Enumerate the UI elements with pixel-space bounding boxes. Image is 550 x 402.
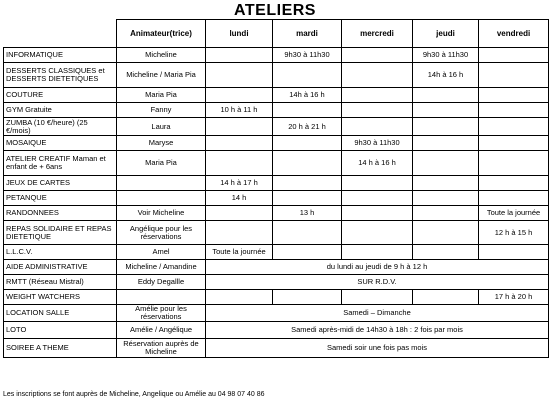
activity-cell: AIDE ADMINISTRATIVE: [4, 260, 117, 275]
vendredi-cell: 12 h à 15 h: [479, 221, 549, 245]
lundi-cell: 14 h à 17 h: [206, 176, 273, 191]
jeudi-cell: [413, 245, 479, 260]
table-row: [4, 88, 549, 103]
jeudi-cell: 14h à 16 h: [413, 63, 479, 88]
animator-cell: Micheline / Amandine: [117, 260, 206, 275]
lundi-cell: [206, 206, 273, 221]
mercredi-cell: [342, 221, 413, 245]
lundi-cell: [206, 48, 273, 63]
footer-note: Les inscriptions se font auprès de Micheline, Angelique ou Amélie au 04 98 07 40 86: [3, 391, 265, 398]
animator-cell: Maria Pia: [117, 88, 206, 103]
animator-cell: Fanny: [117, 103, 206, 118]
mardi-cell: [273, 136, 342, 151]
mardi-cell: [273, 221, 342, 245]
mercredi-cell: [342, 176, 413, 191]
merged-schedule-cell: Samedi après-midi de 14h30 à 18h : 2 fois par mois: [206, 322, 549, 339]
animator-cell: Amélie pour les réservations: [117, 305, 206, 322]
table-row: [4, 206, 549, 221]
jeudi-cell: [413, 191, 479, 206]
mercredi-cell: [342, 63, 413, 88]
mardi-cell: [273, 103, 342, 118]
mardi-cell: [273, 176, 342, 191]
table-row: [4, 63, 549, 88]
activity-cell: WEIGHT WATCHERS: [4, 290, 117, 305]
mercredi-cell: [342, 290, 413, 305]
header-mardi: mardi: [273, 20, 342, 48]
activity-cell: ATELIER CREATIF Maman et enfant de + 6ans: [4, 151, 117, 176]
jeudi-cell: [413, 176, 479, 191]
table-row: [4, 103, 549, 118]
animator-cell: Voir Micheline: [117, 206, 206, 221]
mardi-cell: [273, 63, 342, 88]
animator-cell: Réservation auprès de Micheline: [117, 339, 206, 358]
table-row: [4, 136, 549, 151]
merged-schedule-cell: SUR R.D.V.: [206, 275, 549, 290]
vendredi-cell: [479, 245, 549, 260]
animator-cell: Amélie / Angélique: [117, 322, 206, 339]
mardi-cell: 9h30 à 11h30: [273, 48, 342, 63]
table-row: [4, 322, 549, 339]
activity-cell: COUTURE: [4, 88, 117, 103]
mercredi-cell: 14 h à 16 h: [342, 151, 413, 176]
animator-cell: Micheline / Maria Pia: [117, 63, 206, 88]
activity-cell: JEUX DE CARTES: [4, 176, 117, 191]
jeudi-cell: 9h30 à 11h30: [413, 48, 479, 63]
lundi-cell: 14 h: [206, 191, 273, 206]
lundi-cell: [206, 290, 273, 305]
jeudi-cell: [413, 151, 479, 176]
mercredi-cell: 9h30 à 11h30: [342, 136, 413, 151]
mercredi-cell: [342, 206, 413, 221]
vendredi-cell: [479, 176, 549, 191]
schedule-table: [3, 19, 549, 358]
animator-cell: Angélique pour les réservations: [117, 221, 206, 245]
lundi-cell: [206, 151, 273, 176]
vendredi-cell: [479, 151, 549, 176]
mardi-cell: 20 h à 21 h: [273, 118, 342, 136]
activity-cell: SOIREE A THEME: [4, 339, 117, 358]
lundi-cell: 10 h à 11 h: [206, 103, 273, 118]
vendredi-cell: [479, 191, 549, 206]
header-vendredi: vendredi: [479, 20, 549, 48]
vendredi-cell: 17 h à 20 h: [479, 290, 549, 305]
mercredi-cell: [342, 245, 413, 260]
vendredi-cell: [479, 136, 549, 151]
activity-cell: MOSAIQUE: [4, 136, 117, 151]
table-row: [4, 176, 549, 191]
jeudi-cell: [413, 206, 479, 221]
schedule-body: [4, 48, 549, 358]
page-title: ATELIERS: [234, 2, 316, 19]
table-row: [4, 305, 549, 322]
table-row: [4, 245, 549, 260]
header-lundi: lundi: [206, 20, 273, 48]
mercredi-cell: [342, 88, 413, 103]
lundi-cell: [206, 221, 273, 245]
animator-cell: [117, 290, 206, 305]
jeudi-cell: [413, 103, 479, 118]
merged-schedule-cell: Samedi – Dimanche: [206, 305, 549, 322]
activity-cell: RMTT (Réseau Mistral): [4, 275, 117, 290]
table-row: [4, 275, 549, 290]
lundi-cell: Toute la journée: [206, 245, 273, 260]
vendredi-cell: [479, 88, 549, 103]
merged-schedule-cell: du lundi au jeudi de 9 h à 12 h: [206, 260, 549, 275]
table-row: [4, 48, 549, 63]
animator-cell: Maria Pia: [117, 151, 206, 176]
header-animateur: Animateur(trice): [117, 20, 206, 48]
vendredi-cell: [479, 63, 549, 88]
lundi-cell: [206, 136, 273, 151]
activity-cell: L.L.C.V.: [4, 245, 117, 260]
jeudi-cell: [413, 118, 479, 136]
table-row: [4, 151, 549, 176]
animator-cell: [117, 191, 206, 206]
mardi-cell: [273, 290, 342, 305]
table-row: [4, 118, 549, 136]
activity-cell: REPAS SOLIDAIRE ET REPAS DIETETIQUE: [4, 221, 117, 245]
header-corner: [4, 20, 117, 48]
lundi-cell: [206, 118, 273, 136]
table-row: [4, 290, 549, 305]
jeudi-cell: [413, 88, 479, 103]
mardi-cell: 13 h: [273, 206, 342, 221]
animator-cell: Laura: [117, 118, 206, 136]
lundi-cell: [206, 88, 273, 103]
activity-cell: PETANQUE: [4, 191, 117, 206]
header-mercredi: mercredi: [342, 20, 413, 48]
vendredi-cell: [479, 118, 549, 136]
table-row: [4, 339, 549, 358]
jeudi-cell: [413, 221, 479, 245]
vendredi-cell: [479, 48, 549, 63]
vendredi-cell: [479, 103, 549, 118]
table-row: [4, 260, 549, 275]
mercredi-cell: [342, 103, 413, 118]
mardi-cell: [273, 245, 342, 260]
animator-cell: Micheline: [117, 48, 206, 63]
jeudi-cell: [413, 290, 479, 305]
activity-cell: LOTO: [4, 322, 117, 339]
activity-cell: DESSERTS CLASSIQUES et DESSERTS DIETETIQUES: [4, 63, 117, 88]
mercredi-cell: [342, 48, 413, 63]
table-row: [4, 221, 549, 245]
activity-cell: INFORMATIQUE: [4, 48, 117, 63]
mercredi-cell: [342, 118, 413, 136]
merged-schedule-cell: Samedi soir une fois pas mois: [206, 339, 549, 358]
activity-cell: GYM Gratuite: [4, 103, 117, 118]
vendredi-cell: Toute la journée: [479, 206, 549, 221]
activity-cell: RANDONNEES: [4, 206, 117, 221]
activity-cell: LOCATION SALLE: [4, 305, 117, 322]
jeudi-cell: [413, 136, 479, 151]
animator-cell: Maryse: [117, 136, 206, 151]
header-row: [4, 20, 549, 48]
lundi-cell: [206, 63, 273, 88]
header-jeudi: jeudi: [413, 20, 479, 48]
mardi-cell: [273, 151, 342, 176]
animator-cell: [117, 176, 206, 191]
mercredi-cell: [342, 191, 413, 206]
animator-cell: Amel: [117, 245, 206, 260]
mardi-cell: [273, 191, 342, 206]
mardi-cell: 14h à 16 h: [273, 88, 342, 103]
animator-cell: Eddy Degallle: [117, 275, 206, 290]
activity-cell: ZUMBA (10 €/heure) (25 €/mois): [4, 118, 117, 136]
table-row: [4, 191, 549, 206]
